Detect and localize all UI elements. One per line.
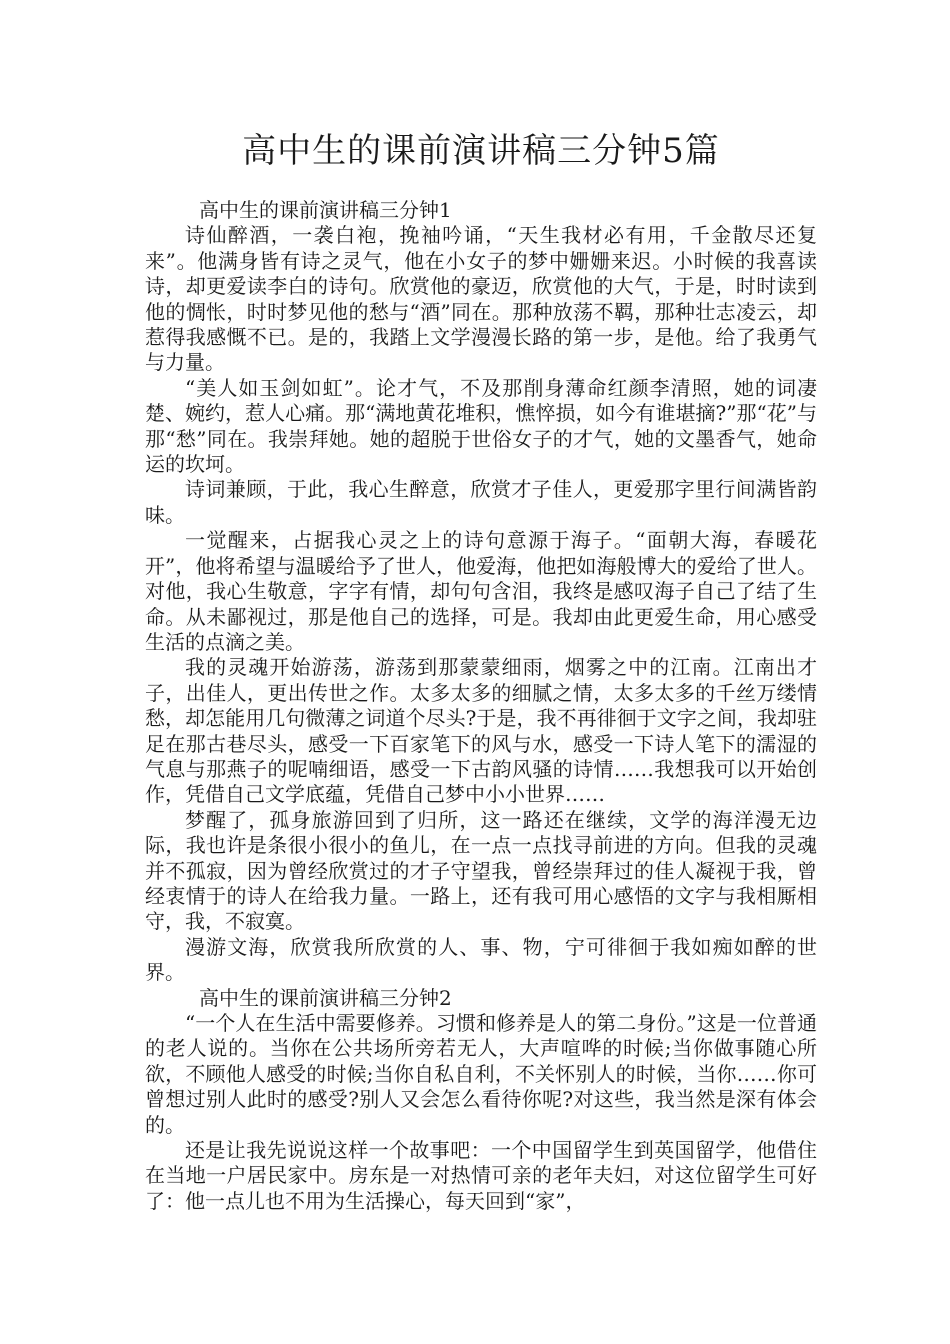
document-page <box>145 0 817 1214</box>
paragraph: “美人如玉剑如虹”。论才气，不及那削身薄命红颜李清照，她的词凄楚、婉约，惹人心痛。那“满地黄花堆积，憔悴损，如今有谁堪摘?”那“花”与那“愁”同在。我崇拜她。她的超脱于世俗女子的才气，她的文墨香气，她命运的坎坷。 <box>145 375 817 477</box>
paragraph: 我的灵魂开始游荡，游荡到那蒙蒙细雨，烟雾之中的江南。江南出才子，出佳人，更出传世之作。太多太多的细腻之情，太多太多的千丝万缕情愁，却怎能用几句微薄之词道个尽头?于是，我不再徘徊于文字之间，我却驻足在那古巷尽头，感受一下百家笔下的风与水，感受一下诗人笔下的濡湿的气息与那燕子的呢喃细语，感受一下古韵风骚的诗情……我想我可以开始创作，凭借自己文学底蕴，凭借自己梦中小小世界…… <box>145 655 817 807</box>
paragraph: 还是让我先说说这样一个故事吧：一个中国留学生到英国留学，他借住在当地一户居民家中。房东是一对热情可亲的老年夫妇，对这位留学生可好了：他一点儿也不用为生活操心，每天回到“家”， <box>145 1138 817 1213</box>
paragraph: 梦醒了，孤身旅游回到了归所，这一路还在继续，文学的海洋漫无边际，我也许是条很小很小的鱼儿，在一点一点找寻前进的方向。但我的灵魂并不孤寂，因为曾经欣赏过的才子守望我，曾经崇拜过的佳人凝视于我，曾经衷情于的诗人在给我力量。一路上，还有我可用心感悟的文字与我相厮相守，我，不寂寞。 <box>145 807 817 934</box>
section-heading-1: 高中生的课前演讲稿三分钟1 <box>199 198 452 222</box>
document-body <box>145 198 817 1214</box>
paragraph: “一个人在生活中需要修养。习惯和修养是人的第二身份。”这是一位普通的老人说的。当你在公共场所旁若无人，大声喧哗的时候;当你做事随心所欲，不顾他人感受的时候;当你自私自利，不关怀别人的时候，当你……你可曾想过别人此时的感受?别人又会怎么看待你呢?对这些，我当然是深有体会的。 <box>145 1011 817 1137</box>
paragraph: 诗仙醉酒，一袭白袍，挽袖吟诵，“天生我材必有用，千金散尽还复来”。他满身皆有诗之灵气，他在小女子的梦中姗姗来迟。小时候的我喜读诗，却更爱读李白的诗句。欣赏他的豪迈，欣赏他的大气，于是，时时读到他的惆怅，时时梦见他的愁与“酒”同在。那种放荡不羁，那种壮志凌云，却惹得我感慨不已。是的，我踏上文学漫漫长路的第一步，是他。给了我勇气与力量。 <box>145 223 817 375</box>
paragraph: 一觉醒来，占据我心灵之上的诗句意源于海子。“面朝大海，春暖花开”，他将希望与温暖给予了世人，他爱海，他把如海般博大的爱给了世人。对他，我心生敬意，字字有情，却句句含泪，我终是感叹海子自己了结了生命。从未鄙视过，那是他自己的选择，可是。我却由此更爱生命，用心感受生活的点滴之美。 <box>145 528 817 654</box>
paragraph: 诗词兼顾，于此，我心生醉意，欣赏才子佳人，更爱那字里行间满皆韵味。 <box>145 477 817 527</box>
document-title: 高中生的课前演讲稿三分钟5篇 <box>242 131 720 171</box>
section-heading-2: 高中生的课前演讲稿三分钟2 <box>199 985 452 1010</box>
paragraph: 漫游文海，欣赏我所欣赏的人、事、物，宁可徘徊于我如痴如醉的世界。 <box>145 934 817 985</box>
